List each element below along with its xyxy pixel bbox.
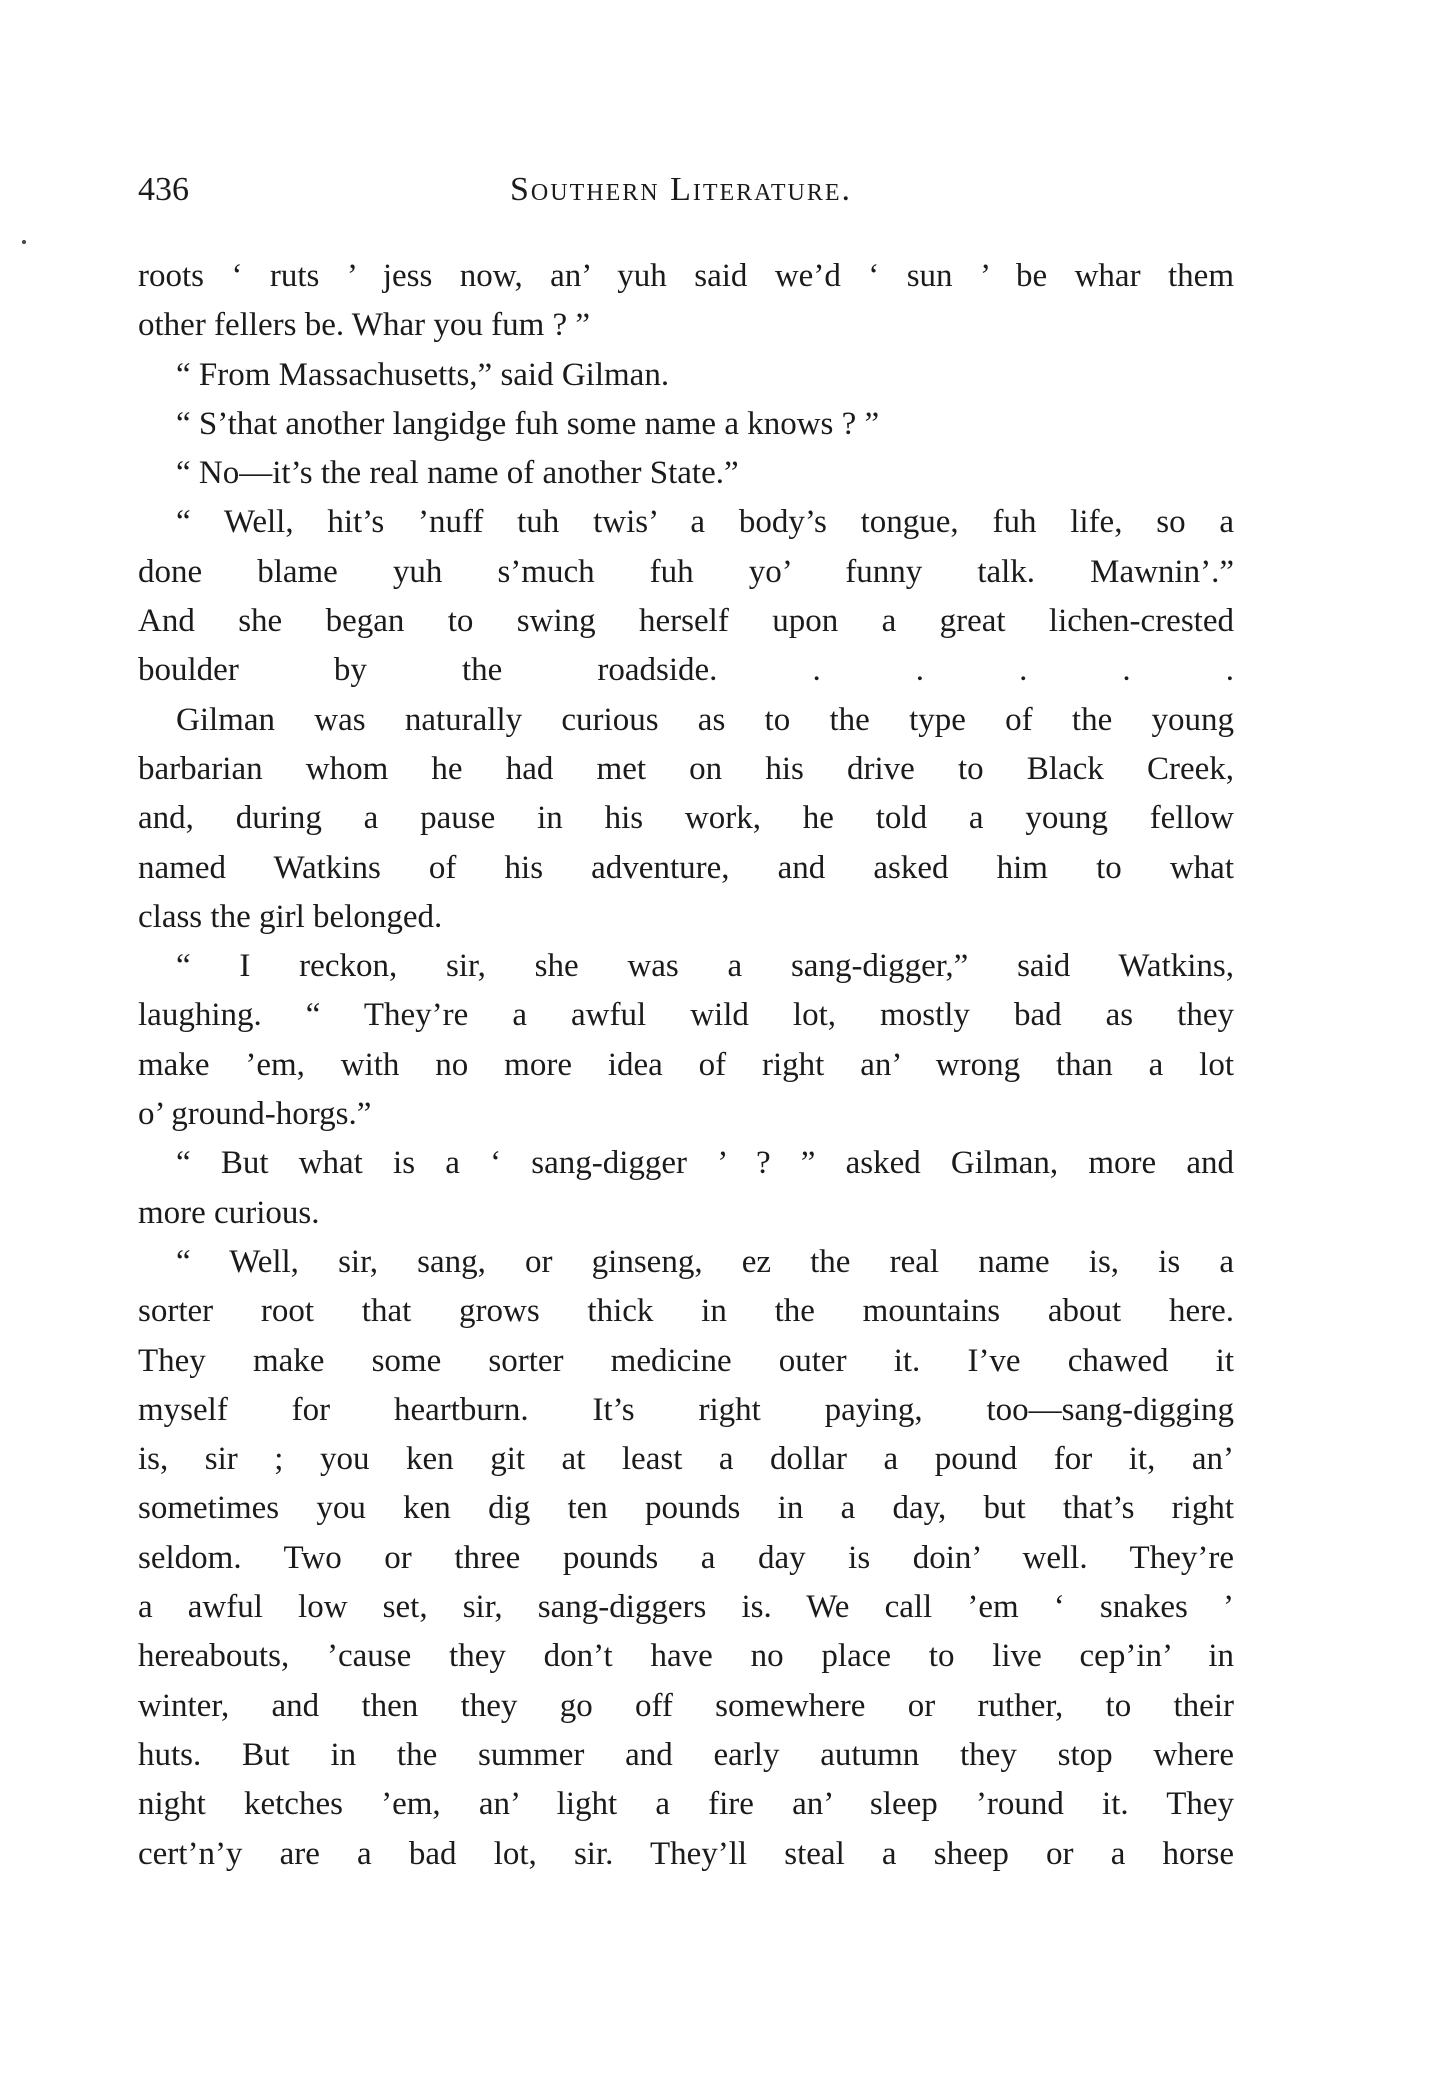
text-line: boulder by the roadside. . . . . .	[138, 652, 1234, 689]
text-line: sometimes you ken dig ten pounds in a day, but that’s right	[138, 1490, 1234, 1527]
text-line: a awful low set, sir, sang-diggers is. We call ’em ‘ snakes ’	[138, 1589, 1234, 1626]
text-line: other fellers be. Whar you fum ? ”	[138, 307, 591, 344]
text-line: roots ‘ ruts ’ jess now, an’ yuh said we’d ‘ sun ’ be whar them	[138, 258, 1234, 294]
text-line: “ Well, hit’s ’nuff tuh twis’ a body’s tongue, fuh life, so a	[176, 504, 1234, 541]
text-line: class the girl belonged.	[138, 898, 443, 935]
body-text	[138, 252, 1234, 1892]
text-line: is, sir ; you ken git at least a dollar a pound for it, an’	[138, 1441, 1234, 1478]
text-line: sorter root that grows thick in the mountains about here.	[138, 1293, 1234, 1330]
page-number: 436	[138, 171, 189, 208]
text-line: huts. But in the summer and early autumn they stop where	[138, 1736, 1234, 1773]
text-line: make ’em, with no more idea of right an’ wrong than a lot	[138, 1046, 1234, 1083]
text-line: “ Well, sir, sang, or ginseng, ez the real name is, is a	[176, 1243, 1234, 1280]
text-line: cert’n’y are a bad lot, sir. They’ll steal a sheep or a horse	[138, 1835, 1234, 1872]
text-line: o’ ground-horgs.”	[138, 1096, 372, 1133]
text-line: They make some sorter medicine outer it. I’ve chawed it	[138, 1342, 1234, 1379]
text-line: myself for heartburn. It’s right paying, too—sang-digging	[138, 1391, 1234, 1428]
text-line: night ketches ’em, an’ light a fire an’ sleep ’round it. They	[138, 1786, 1234, 1823]
text-line: “ I reckon, sir, she was a sang-digger,” said Watkins,	[176, 948, 1234, 985]
text-line: barbarian whom he had met on his drive to Black Creek,	[138, 750, 1234, 787]
text-line: seldom. Two or three pounds a day is doin’ well. They’re	[138, 1539, 1234, 1576]
text-line: done blame yuh s’much fuh yo’ funny talk. Mawnin’.”	[138, 553, 1234, 590]
text-line: more curious.	[138, 1194, 320, 1231]
text-line: winter, and then they go off somewhere or ruther, to their	[138, 1687, 1234, 1724]
text-line: named Watkins of his adventure, and asked him to what	[138, 849, 1234, 886]
text-line: hereabouts, ’cause they don’t have no place to live cep’in’ in	[138, 1638, 1234, 1675]
running-title: Southern Literature.	[510, 171, 852, 208]
text-line: laughing. “ They’re a awful wild lot, mostly bad as they	[138, 997, 1234, 1034]
text-line: Gilman was naturally curious as to the type of the young	[176, 701, 1234, 738]
text-line: “ But what is a ‘ sang-digger ’ ? ” asked Gilman, more and	[176, 1145, 1234, 1182]
page-header	[138, 168, 1224, 212]
text-line: And she began to swing herself upon a great lichen-crested	[138, 603, 1234, 640]
stray-ink-mark	[22, 240, 26, 244]
text-line: “ S’that another langidge fuh some name a knows ? ”	[176, 405, 880, 442]
text-line: “ No—it’s the real name of another State.”	[176, 455, 739, 492]
text-line: “ From Massachusetts,” said Gilman.	[176, 356, 670, 393]
text-line: and, during a pause in his work, he told a young fellow	[138, 800, 1234, 837]
